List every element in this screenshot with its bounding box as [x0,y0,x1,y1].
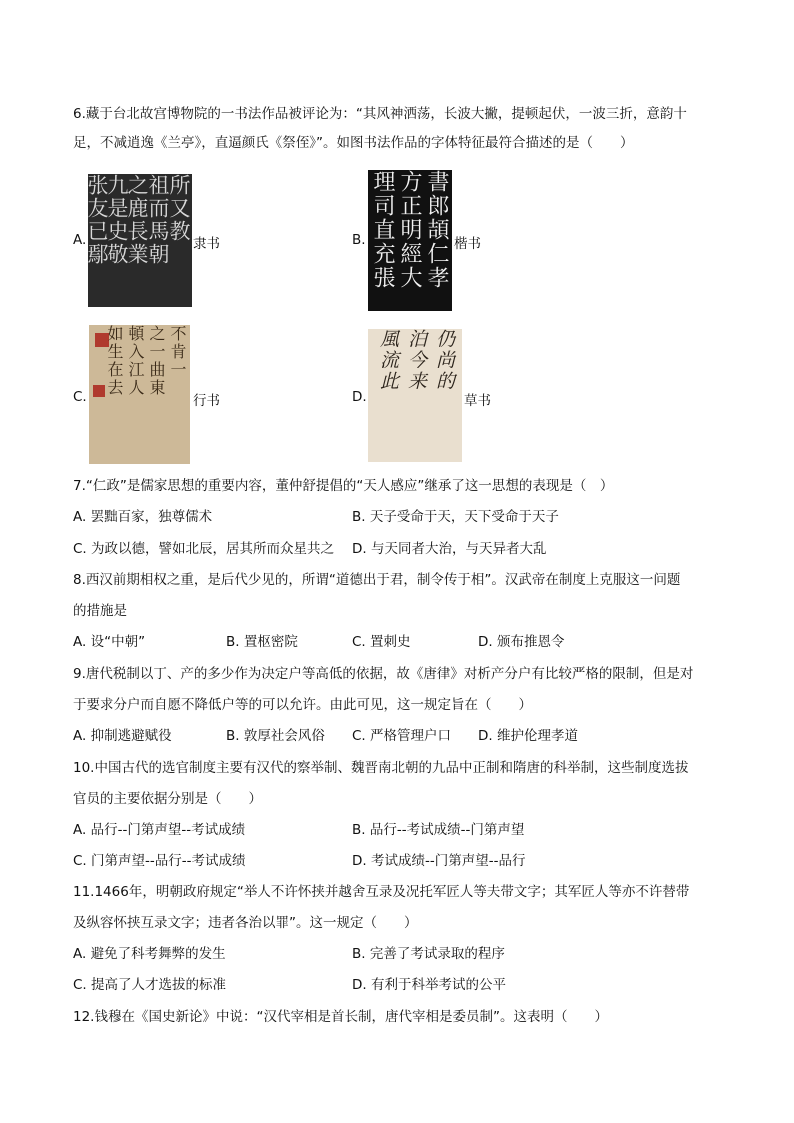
q8-option-a[interactable]: A. 设“中朝” [73,634,146,650]
q8-stem-line2: 的措施是 [73,603,127,619]
q6-option-a-letter: A. [73,232,87,248]
glyph-column: 不肯一 [168,325,187,379]
glyph-column: 仍尚的 [433,329,455,392]
q9-option-b[interactable]: B. 敦厚社会风俗 [226,728,325,744]
q10-option-d[interactable]: D. 考试成绩--门第声望--品行 [352,853,526,869]
cursive-script-image [368,329,462,462]
q9-option-c[interactable]: C. 严格管理户口 [352,728,452,744]
q11-stem-line1: 11.1466年，明朝政府规定“举人不许怀挟并越舍互录及况托军匠人等夫带文字；其军匠人等亦不许替带 [73,884,690,900]
q7-option-a[interactable]: A. 罢黜百家，独尊儒术 [73,509,213,525]
glyph-column: 方正明經大 [397,170,422,290]
glyph-column: 祖而馬朝 [146,174,170,266]
q9-stem-line2: 于要求分户而自愿不降低户等的可以允许。由此可见，这一规定旨在（ ） [73,697,532,713]
glyph-column: 所又教 [167,174,191,243]
q6-option-c-letter: C. [73,389,87,405]
q12-stem: 12.钱穆在《国史新论》中说：“汉代宰相是首长制，唐代宰相是委员制”。这表明（ ） [73,1009,608,1025]
q10-option-c[interactable]: C. 门第声望--品行--考试成绩 [73,853,246,869]
glyph-column: 泊今来 [405,329,427,392]
q6-option-c-caption: 行书 [193,393,220,409]
q10-stem-line1: 10.中国古代的选官制度主要有汉代的察举制、魏晋南北朝的九品中正制和隋唐的科举制，这些制度选拔 [73,760,689,776]
q6-option-b[interactable] [352,170,502,312]
q8-option-d[interactable]: D. 颁布推恩令 [478,634,565,650]
running-script-image [89,325,190,464]
q6-option-b-caption: 楷书 [454,236,481,252]
q6-stem-line2: 足，不减逍逸《兰亭》，直逼颜氏《祭侄》”。如图书法作品的字体特征最符合描述的是（ ） [73,135,634,151]
q10-option-a[interactable]: A. 品行--门第声望--考试成绩 [73,822,246,838]
q7-option-c[interactable]: C. 为政以德，譬如北辰，居其所而众星共之 [73,541,335,557]
q9-option-d[interactable]: D. 维护伦理孝道 [478,728,578,744]
q6-option-a[interactable] [73,174,223,308]
q7-option-d[interactable]: D. 与天同者大治，与天异者大乱 [352,541,547,557]
glyph-column: 九是史敬 [105,174,129,266]
q10-option-b[interactable]: B. 品行--考试成绩--门第声望 [352,822,525,838]
glyph-column: 之一曲東 [147,325,166,397]
q9-option-a[interactable]: A. 抑制逃避赋役 [73,728,172,744]
regular-script-image [368,170,452,311]
q7-option-b[interactable]: B. 天子受命于天，天下受命于天子 [352,509,559,525]
glyph-column: 张友已鄢 [85,174,109,266]
q11-option-a[interactable]: A. 避免了科考舞弊的发生 [73,946,226,962]
q8-option-c[interactable]: C. 置刺史 [352,634,411,650]
q6-option-d-letter: D. [352,389,367,405]
q6-option-d[interactable] [352,329,502,463]
q6-option-d-caption: 草书 [464,393,491,409]
glyph-column: 書郎頡仁孝 [424,170,449,290]
q10-stem-line2: 官员的主要依据分别是（ ） [73,791,262,807]
q6-option-a-caption: 隶书 [193,236,220,252]
q6-option-b-letter: B. [352,232,366,248]
q6-stem-line1: 6.藏于台北故宫博物院的一书法作品被评论为：“其风神洒荡，长波大撇，提顿起伏，一波三折，意韵十 [73,106,687,122]
glyph-column: 如生在去 [105,325,124,397]
q6-option-c[interactable] [73,325,223,465]
glyph-column: 風流此 [377,329,399,392]
glyph-column: 頓入江人 [126,325,145,397]
q11-option-d[interactable]: D. 有利于科举考试的公平 [352,977,506,993]
q7-stem: 7.“仁政”是儒家思想的重要内容，董仲舒提倡的“天人感应”继承了这一思想的表现是（ ） [73,478,614,494]
glyph-column: 之鹿長業 [125,174,149,266]
q11-option-c[interactable]: C. 提高了人才选拔的标准 [73,977,227,993]
q8-stem-line1: 8.西汉前期相权之重，是后代少见的，所谓“道德出于君，制令传于相”。汉武帝在制度上克服这一问题 [73,572,681,588]
clerical-script-image [85,174,192,307]
q11-stem-line2: 及纵容怀挟互录文字；违者各治以罪”。这一规定（ ） [73,915,418,931]
q8-option-b[interactable]: B. 置枢密院 [226,634,298,650]
q11-option-b[interactable]: B. 完善了考试录取的程序 [352,946,505,962]
q9-stem-line1: 9.唐代税制以丁、产的多少作为决定户等高低的依据，故《唐律》对析产分户有比较严格的限制，但是对 [73,666,694,682]
glyph-column: 理司直充張 [370,170,395,290]
